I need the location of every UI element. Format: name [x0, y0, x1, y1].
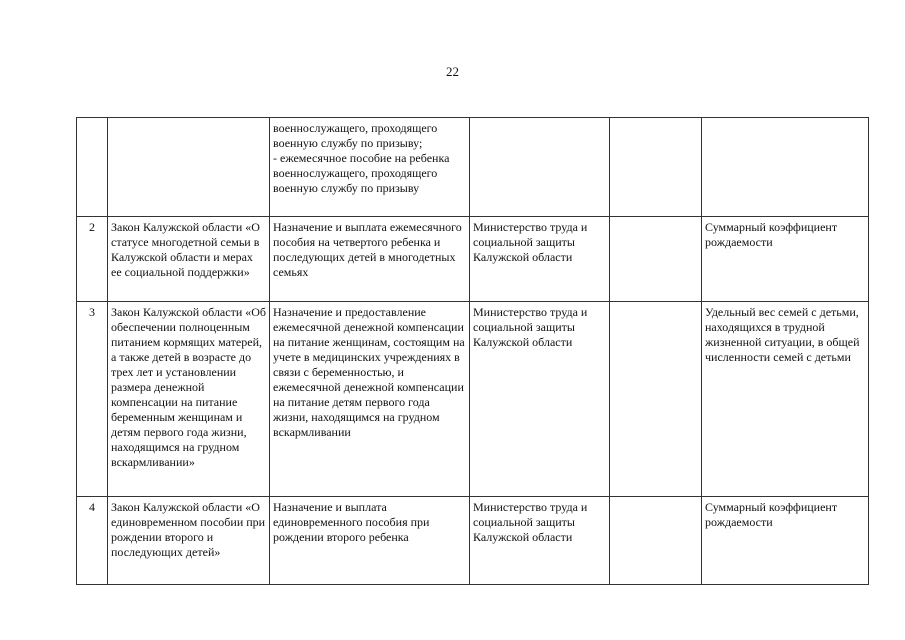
measure-cell: Назначение и предоставление ежемесячной денежной компенсации на питание женщинам, состоящим на учете в медицинских учреждениях в связи с беременностью, и ежемесячной денежной компенсации на питание детям первого года жизни, находящимся на грудном вскармливании [270, 302, 470, 497]
executor-cell: Министерство труда и социальной защиты Калужской области [470, 302, 610, 497]
row-number-cell: 3 [77, 302, 108, 497]
indicator-cell: Суммарный коэффициент рождаемости [702, 217, 869, 302]
page-number: 22 [446, 64, 459, 79]
empty-cell [610, 497, 702, 585]
table-row [77, 217, 869, 302]
table-row [77, 497, 869, 585]
law-cell: Закон Калужской области «О статусе многодетной семьи в Калужской области и мерах ее социальной поддержки» [108, 217, 270, 302]
executor-cell: Министерство труда и социальной защиты Калужской области [470, 217, 610, 302]
law-cell: Закон Калужской области «Об обеспечении полноценным питанием кормящих матерей, а также детей в возрасте до трех лет и установлении размера денежной компенсации на питание беременным женщинам и детям первого года жизни, находящимся на грудном вскармливании» [108, 302, 270, 497]
measure-cell: военнослужащего, проходящего военную службу по призыву; - ежемесячное пособие на ребенка военнослужащего, проходящего военную службу по призыву [270, 118, 470, 217]
row-number-cell: 4 [77, 497, 108, 585]
measure-cell: Назначение и выплата единовременного пособия при рождении второго ребенка [270, 497, 470, 585]
executor-cell: Министерство труда и социальной защиты Калужской области [470, 497, 610, 585]
indicator-cell: Удельный вес семей с детьми, находящихся в трудной жизненной ситуации, в общей численности семей с детьми [702, 302, 869, 497]
indicator-cell [702, 118, 869, 217]
row-number-cell [77, 118, 108, 217]
law-cell [108, 118, 270, 217]
row-number-cell: 2 [77, 217, 108, 302]
table-row [77, 118, 869, 217]
table-row [77, 302, 869, 497]
empty-cell [610, 217, 702, 302]
executor-cell [470, 118, 610, 217]
law-cell: Закон Калужской области «О единовременном пособии при рождении второго и последующих детей» [108, 497, 270, 585]
measures-table [76, 117, 869, 585]
indicator-cell: Суммарный коэффициент рождаемости [702, 497, 869, 585]
measure-cell: Назначение и выплата ежемесячного пособия на четвертого ребенка и последующих детей в многодетных семьях [270, 217, 470, 302]
empty-cell [610, 302, 702, 497]
empty-cell [610, 118, 702, 217]
